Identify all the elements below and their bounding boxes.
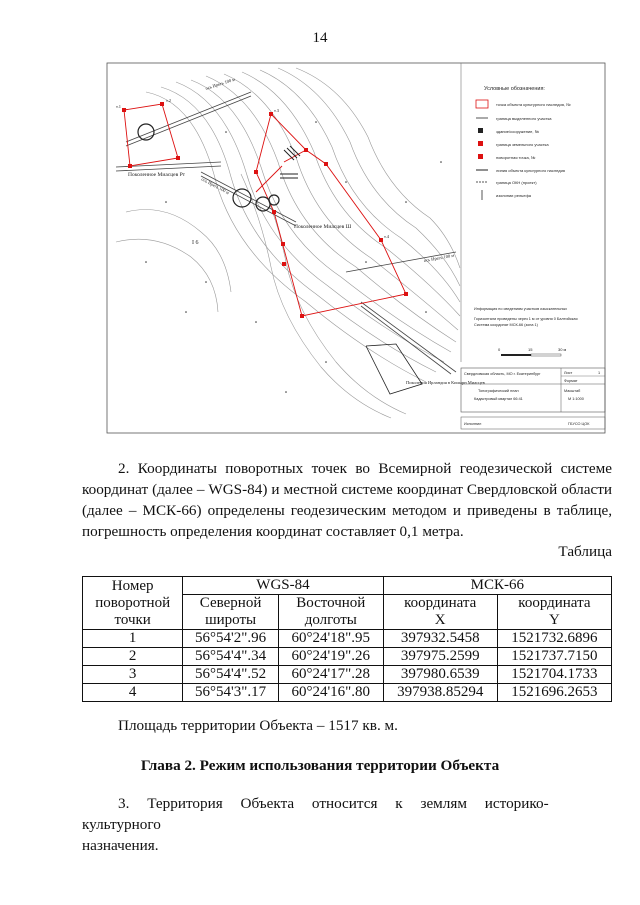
map-label-bottom: Поколения Ирландия в Кишарн Миасцев	[406, 380, 485, 385]
title-block-footer-left: Исполнил	[464, 422, 482, 426]
legend-item-5: поворотная точка, №	[496, 155, 536, 160]
map-note-2: Горизонтали проведены через 1 м от уровня 0 Балтийская	[474, 317, 578, 321]
point-label-1: т.1	[116, 104, 122, 109]
map-note-1: Информация по сведениям участков изыскательных	[474, 307, 568, 311]
legend-item-4: граница земельного участка	[496, 142, 549, 147]
cell-y: 1521737.7150	[497, 648, 611, 666]
cell-longitude: 60°24'18".95	[278, 630, 383, 648]
table-row	[83, 666, 612, 684]
table-caption: Таблица	[558, 543, 612, 560]
legend-title: Условные обозначения:	[484, 86, 545, 92]
map-label-sign: I 6	[192, 240, 199, 246]
header-longitude: Восточной долготы	[278, 595, 383, 630]
title-block-scale-label: Масштаб	[564, 389, 581, 393]
legend-item-6: линия объекта культурного наследия	[496, 168, 565, 173]
paragraph-3-line-1: 3. Территория Объекта относится к землям историко-культурного	[82, 795, 549, 833]
header-y: координата Y	[497, 595, 611, 630]
paragraph-3-line-2: назначения.	[82, 837, 159, 854]
title-block-sheet-value: 1	[598, 371, 601, 375]
paragraph-land-category	[82, 793, 612, 856]
table-row	[83, 684, 612, 702]
table-row	[83, 648, 612, 666]
cell-x: 397980.6539	[383, 666, 497, 684]
cell-latitude: 56°54'4".52	[183, 666, 279, 684]
cell-longitude: 60°24'17".28	[278, 666, 383, 684]
cell-longitude: 60°24'19".26	[278, 648, 383, 666]
legend-item-1: точка объекта культурного наследия, №	[496, 102, 571, 107]
chapter-title: Глава 2. Режим использования территории Объекта	[140, 757, 500, 774]
header-wgs84: WGS-84	[183, 577, 383, 595]
page-number: 14	[312, 30, 328, 46]
legend-item-3: здание/сооружение, №	[496, 129, 539, 134]
cell-longitude: 60°24'16".80	[278, 684, 383, 702]
point-label-3: т.3	[274, 108, 280, 113]
topographic-map	[106, 62, 606, 434]
cell-number: 1	[83, 630, 183, 648]
cell-number: 3	[83, 666, 183, 684]
legend-item-8: изолинии рельефа	[496, 193, 531, 198]
title-block-plan-subtitle: Кадастровый квартал 66:41	[474, 397, 523, 401]
cell-x: 397975.2599	[383, 648, 497, 666]
table-header-row-1	[83, 577, 612, 595]
title-block-plan-title: Топографический план	[478, 389, 519, 393]
cell-y: 1521696.2653	[497, 684, 611, 702]
title-block-format: Формат	[564, 379, 578, 383]
coordinates-table	[82, 576, 612, 702]
scale-mid: 15	[528, 347, 533, 352]
cell-latitude: 56°54'2".96	[183, 630, 279, 648]
map-label-road-2: ось Ирегь 100 м	[200, 176, 231, 196]
header-latitude: Северной широты	[183, 595, 279, 630]
header-point-number: Номер поворотной точки	[83, 577, 183, 630]
legend-item-2: граница выделенного участка	[496, 116, 552, 121]
map-label-road-1: ось Ирегь 100 м	[204, 76, 236, 91]
cell-x: 397932.5458	[383, 630, 497, 648]
table-row	[83, 630, 612, 648]
title-block-scale-value: М 1:1000	[568, 397, 584, 401]
map-svg	[106, 62, 606, 434]
area-text: Площадь территории Объекта – 1517 кв. м.	[118, 717, 398, 734]
point-label-4: т.4	[384, 234, 390, 239]
map-label-road-3: ось Ирегь 100 м	[423, 252, 455, 263]
point-label-2: т.2	[166, 98, 172, 103]
header-msk66: МСК-66	[383, 577, 611, 595]
cell-latitude: 56°54'3".17	[183, 684, 279, 702]
cell-number: 4	[83, 684, 183, 702]
title-block-footer-right: ГБУСО ЦОК	[568, 422, 590, 426]
cell-latitude: 56°54'4".34	[183, 648, 279, 666]
map-label-hill-2: Поколенное Миасцев Ш	[294, 224, 352, 230]
title-block-sheet-label: Лист	[564, 371, 573, 375]
paragraph-coordinates: 2. Координаты поворотных точек во Всемирной геодезической системе координат (далее – WGS-84) и местной системе координат Свердловской области (далее – МСК-66) определены геодезическим методом и приведены в таблице, погрешность определения координат составляет 0,1 метра.	[82, 460, 612, 540]
map-note-3: Система координат МСК-66 (зона 1)	[474, 323, 538, 327]
map-label-hill-1: Поколенное Миасцев Рт	[128, 172, 186, 178]
cell-y: 1521704.1733	[497, 666, 611, 684]
cell-y: 1521732.6896	[497, 630, 611, 648]
title-block-region: Свердловская область, МО г. Екатеринбург	[464, 372, 541, 376]
legend-item-7: граница ОКН (проект)	[496, 180, 537, 185]
scale-right: 30 м	[558, 347, 567, 352]
cell-x: 397938.85294	[383, 684, 497, 702]
header-x: координата X	[383, 595, 497, 630]
scale-left: 0	[498, 347, 501, 352]
cell-number: 2	[83, 648, 183, 666]
